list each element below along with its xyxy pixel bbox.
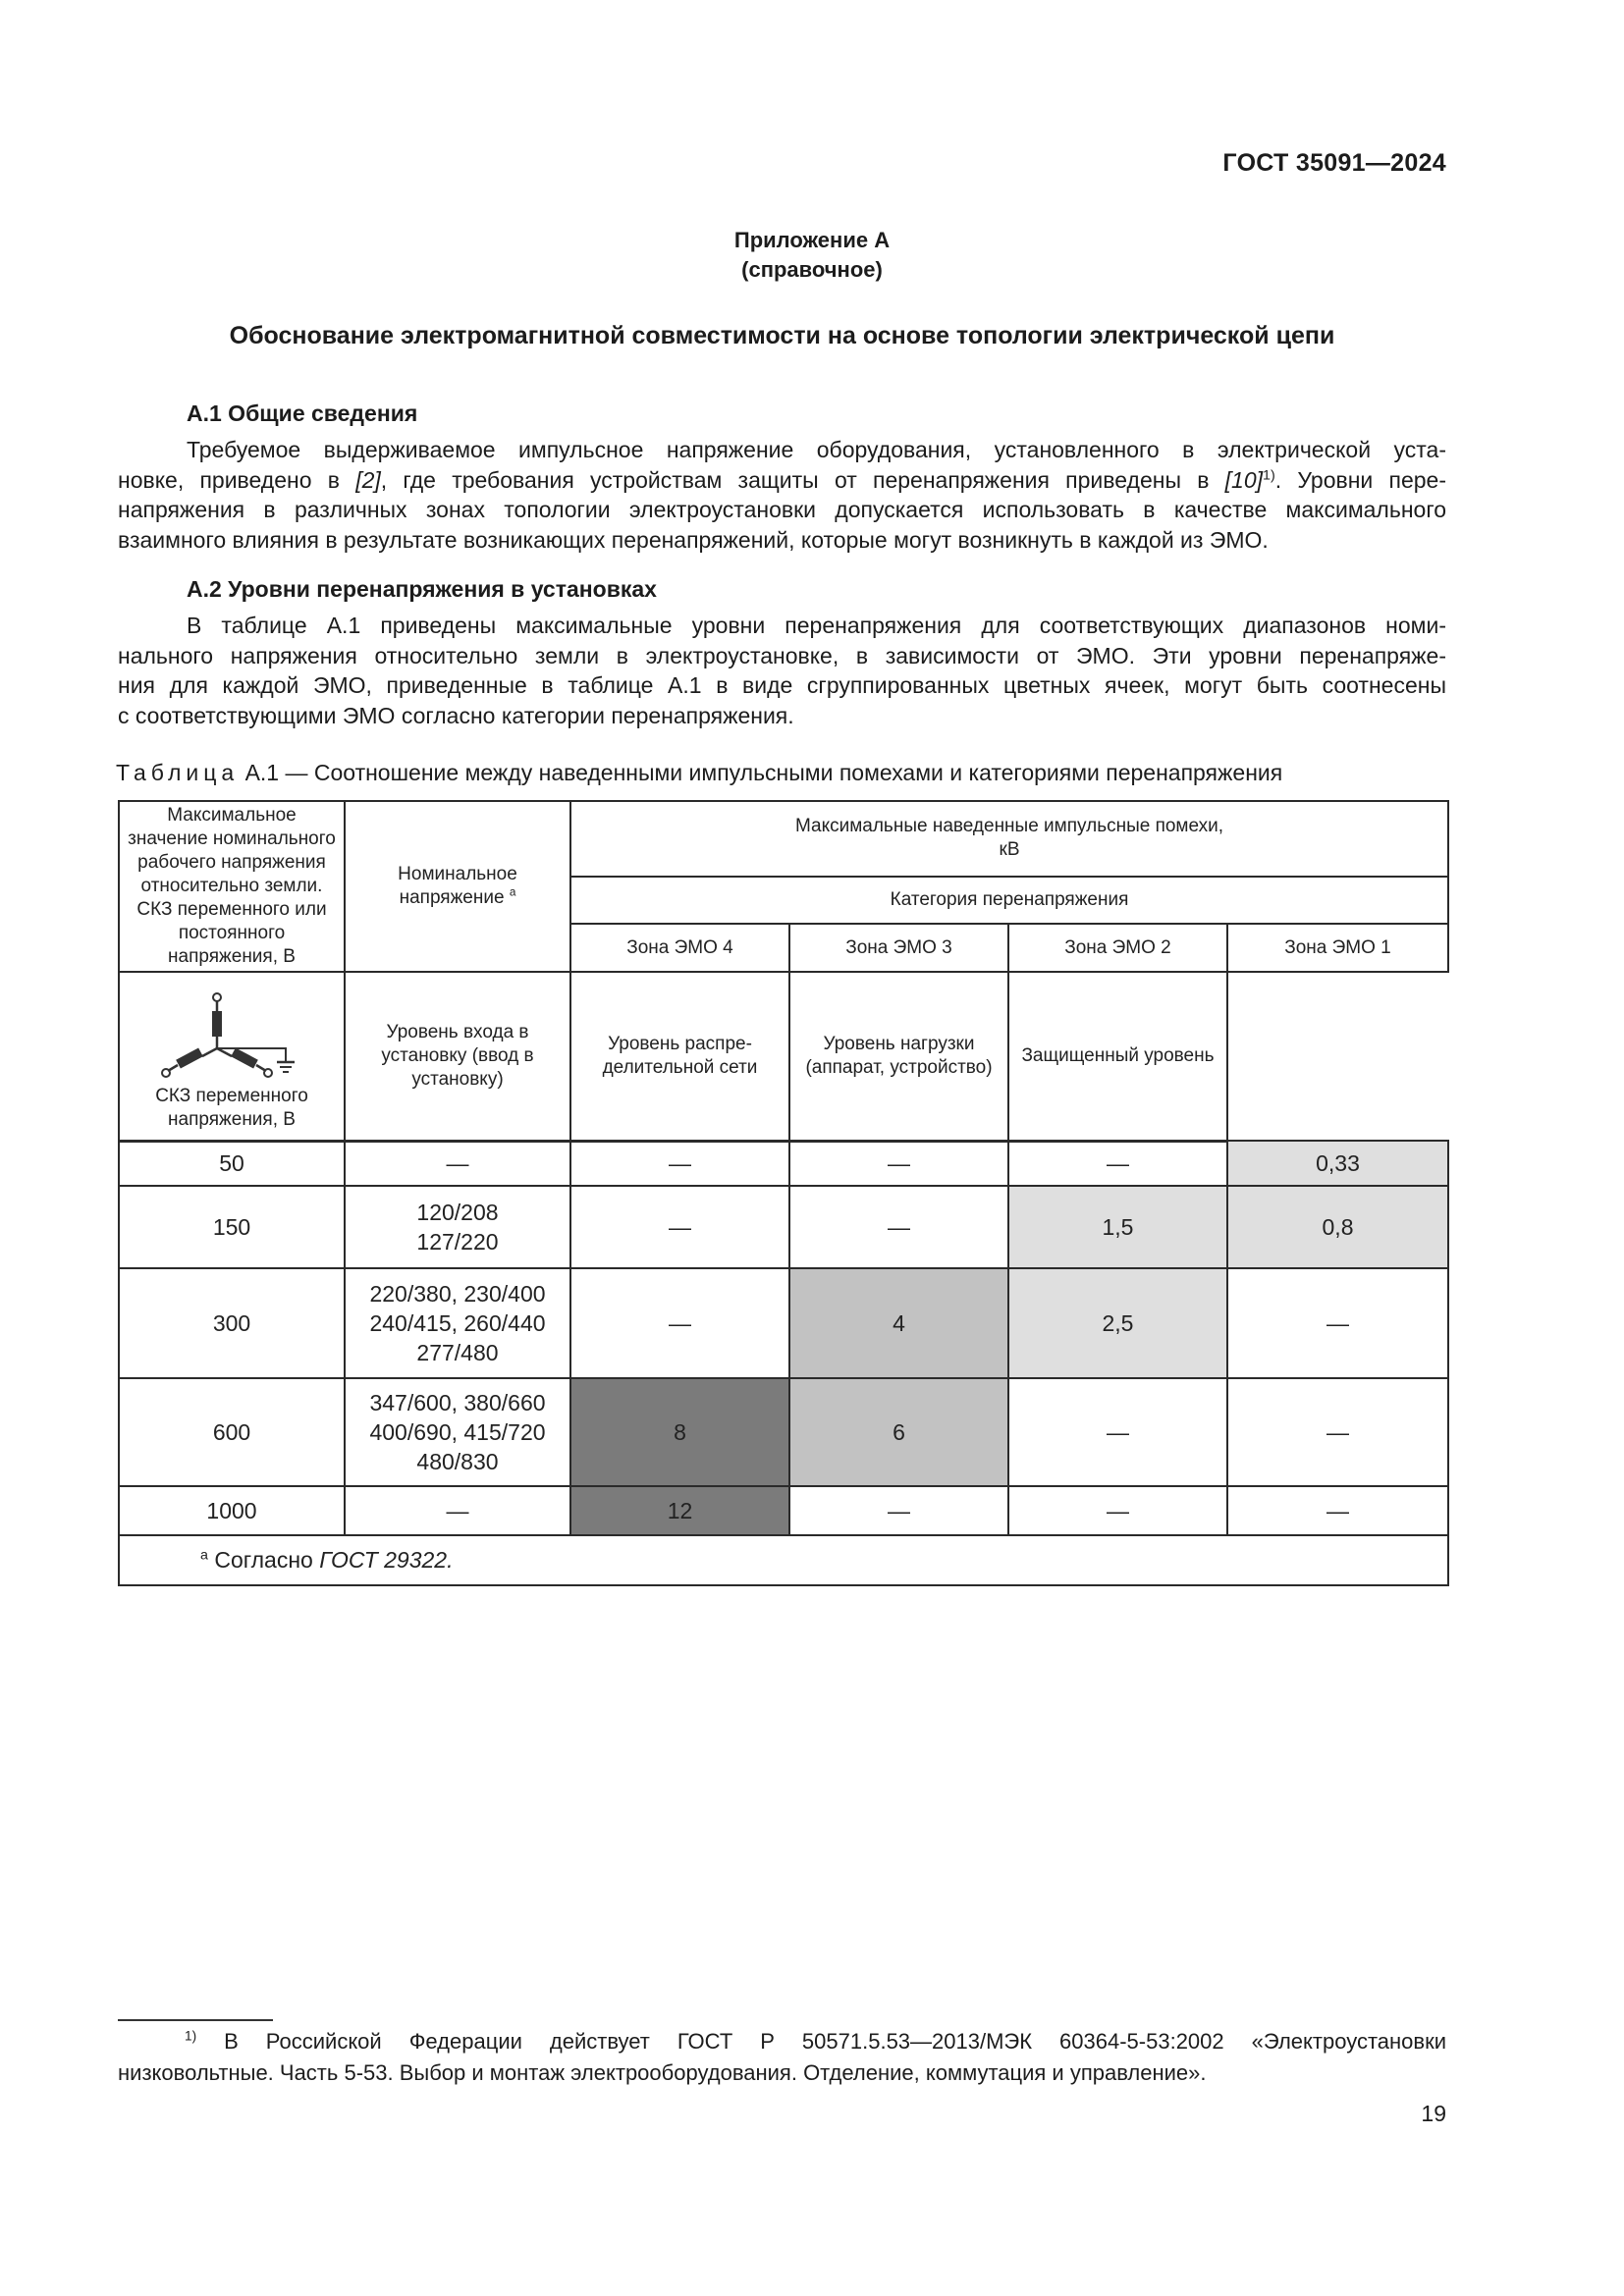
- max-voltage-cell: 600: [119, 1378, 345, 1486]
- zone4-cell: —: [570, 1268, 789, 1378]
- ref-link: [2]: [355, 466, 381, 493]
- annex-subtitle: (справочное): [741, 257, 883, 282]
- zone4-cell: —: [570, 1186, 789, 1268]
- footnote: [118, 2026, 1446, 2089]
- zone4-cell: —: [570, 1141, 789, 1186]
- ref-link: [10]: [1224, 466, 1264, 493]
- table-row: [119, 1378, 1448, 1486]
- zone4-cell: 12: [570, 1486, 789, 1535]
- zone3-cell: —: [789, 1486, 1008, 1535]
- table-row: [119, 1141, 1448, 1186]
- page-number: 19: [1421, 2101, 1446, 2126]
- para-line: напряжения в различных зонах топологии электроустановки допускается использовать в качестве максимального: [118, 497, 1446, 522]
- zone2-cell: 1,5: [1008, 1186, 1227, 1268]
- annex-title: Приложение А: [733, 228, 891, 252]
- max-voltage-cell: 300: [119, 1268, 345, 1378]
- star-connection-icon: [158, 989, 305, 1083]
- zone1-cell: 0,33: [1227, 1141, 1448, 1186]
- para-line: новке, приведено в [2], где требования устройствам защиты от перенапряжения приведены в $[10]^{1)}$. Уровни пере-: [118, 466, 1446, 493]
- table-row: [119, 1486, 1448, 1535]
- max-voltage-cell: 50: [119, 1141, 345, 1186]
- para-line: В таблице А.1 приведены максимальные уровни перенапряжения для соответствующих диапазонов номи-: [187, 613, 1446, 638]
- zone3-cell: 6: [789, 1378, 1008, 1486]
- nominal-cell: —: [345, 1141, 570, 1186]
- table-row: [119, 1268, 1448, 1378]
- nominal-cell: 347/600, 380/660 400/690, 415/720 480/830: [345, 1378, 570, 1486]
- zone1-cell: —: [1227, 1268, 1448, 1378]
- footnote-marker: 1): [1263, 466, 1275, 483]
- zone-header: Зона ЭМО 2: [1008, 924, 1227, 972]
- para-line: ния для каждой ЭМО, приведенные в таблице А.1 в виде сгруппированных цветных ячеек, могут быть соотнесены: [118, 672, 1446, 698]
- nominal-cell: —: [345, 1486, 570, 1535]
- overvoltage-table: [118, 800, 1449, 1586]
- nominal-cell: 120/208 127/220: [345, 1186, 570, 1268]
- section-1-heading: А.1 Общие сведения: [187, 400, 418, 426]
- para-line: с соответствующими ЭМО согласно категории перенапряжения.: [118, 702, 794, 728]
- section-2-paragraph: [118, 611, 1446, 730]
- zone4-cell: 8: [570, 1378, 789, 1486]
- nominal-cell: 220/380, 230/400 240/415, 260/440 277/480: [345, 1268, 570, 1378]
- document-code: ГОСТ 35091—2024: [1222, 149, 1446, 177]
- zone-description: Уровень нагрузки (аппарат, устройство): [789, 972, 1008, 1141]
- zone2-cell: 2,5: [1008, 1268, 1227, 1378]
- zone3-cell: —: [789, 1186, 1008, 1268]
- zone2-cell: —: [1008, 1378, 1227, 1486]
- col2-header: Номинальное напряжение $^а$: [345, 801, 570, 972]
- zone1-cell: 0,8: [1227, 1186, 1448, 1268]
- section-1-paragraph: [118, 435, 1446, 555]
- table-note: $^а$ Согласно ГОСТ 29322.: [119, 1535, 1448, 1585]
- zone2-cell: —: [1008, 1486, 1227, 1535]
- main-title: Обоснование электромагнитной совместимости на основе топологии электрической цепи: [229, 322, 1335, 349]
- ref-link: ГОСТ 29322.: [319, 1547, 454, 1573]
- col2-diagram-cell: [119, 972, 345, 1141]
- col1-header: Максимальное значение номинального рабочего напряжения относительно земли. СКЗ переменного или постоянного напряжения, В: [119, 801, 345, 972]
- zone1-cell: —: [1227, 1486, 1448, 1535]
- footnote-marker: 1): [185, 2028, 197, 2044]
- table-row: [119, 1186, 1448, 1268]
- footnote-divider: [118, 2019, 273, 2021]
- para-line: взаимного влияния в результате возникающих перенапряжений, которые могут возникнуть в каждой из ЭМО.: [118, 526, 1269, 553]
- section-2-heading: А.2 Уровни перенапряжения в установках: [187, 576, 657, 602]
- group-header: Максимальные наведенные импульсные помехи, кВ: [570, 801, 1448, 877]
- para-line: Требуемое выдерживаемое импульсное напряжение оборудования, установленного в электрической уста-: [187, 437, 1446, 462]
- zone-description: Уровень входа в установку (ввод в установку): [345, 972, 570, 1141]
- table-note-row: [119, 1535, 1448, 1585]
- max-voltage-cell: 1000: [119, 1486, 345, 1535]
- zone2-cell: —: [1008, 1141, 1227, 1186]
- zone-header: Зона ЭМО 1: [1227, 924, 1448, 972]
- table-caption: Таблица А.1 — Соотношение между наведенными импульсными помехами и категориями перенапряжения: [116, 760, 1283, 785]
- col2-sub-label: СКЗ переменного напряжения, В: [155, 1085, 308, 1130]
- zone-header: Зона ЭМО 4: [570, 924, 789, 972]
- footnote-line: низковольтные. Часть 5-53. Выбор и монтаж электрооборудования. Отделение, коммутация и управление».: [118, 2060, 1207, 2085]
- footnote-line: $^{1)}$ В Российской Федерации действует ГОСТ Р 50571.5.53—2013/МЭК 60364-5-53:2002 «Электроустановки: [185, 2028, 1446, 2054]
- zone3-cell: 4: [789, 1268, 1008, 1378]
- zone-description: Защищенный уровень: [1008, 972, 1227, 1141]
- max-voltage-cell: 150: [119, 1186, 345, 1268]
- para-line: нального напряжения относительно земли в электроустановке, в зависимости от ЭМО. Эти уровни перенапряже-: [118, 642, 1446, 668]
- zone-description: Уровень распре-делительной сети: [570, 972, 789, 1141]
- zone1-cell: —: [1227, 1378, 1448, 1486]
- zone3-cell: —: [789, 1141, 1008, 1186]
- zone-header: Зона ЭМО 3: [789, 924, 1008, 972]
- category-header: Категория перенапряжения: [570, 877, 1448, 925]
